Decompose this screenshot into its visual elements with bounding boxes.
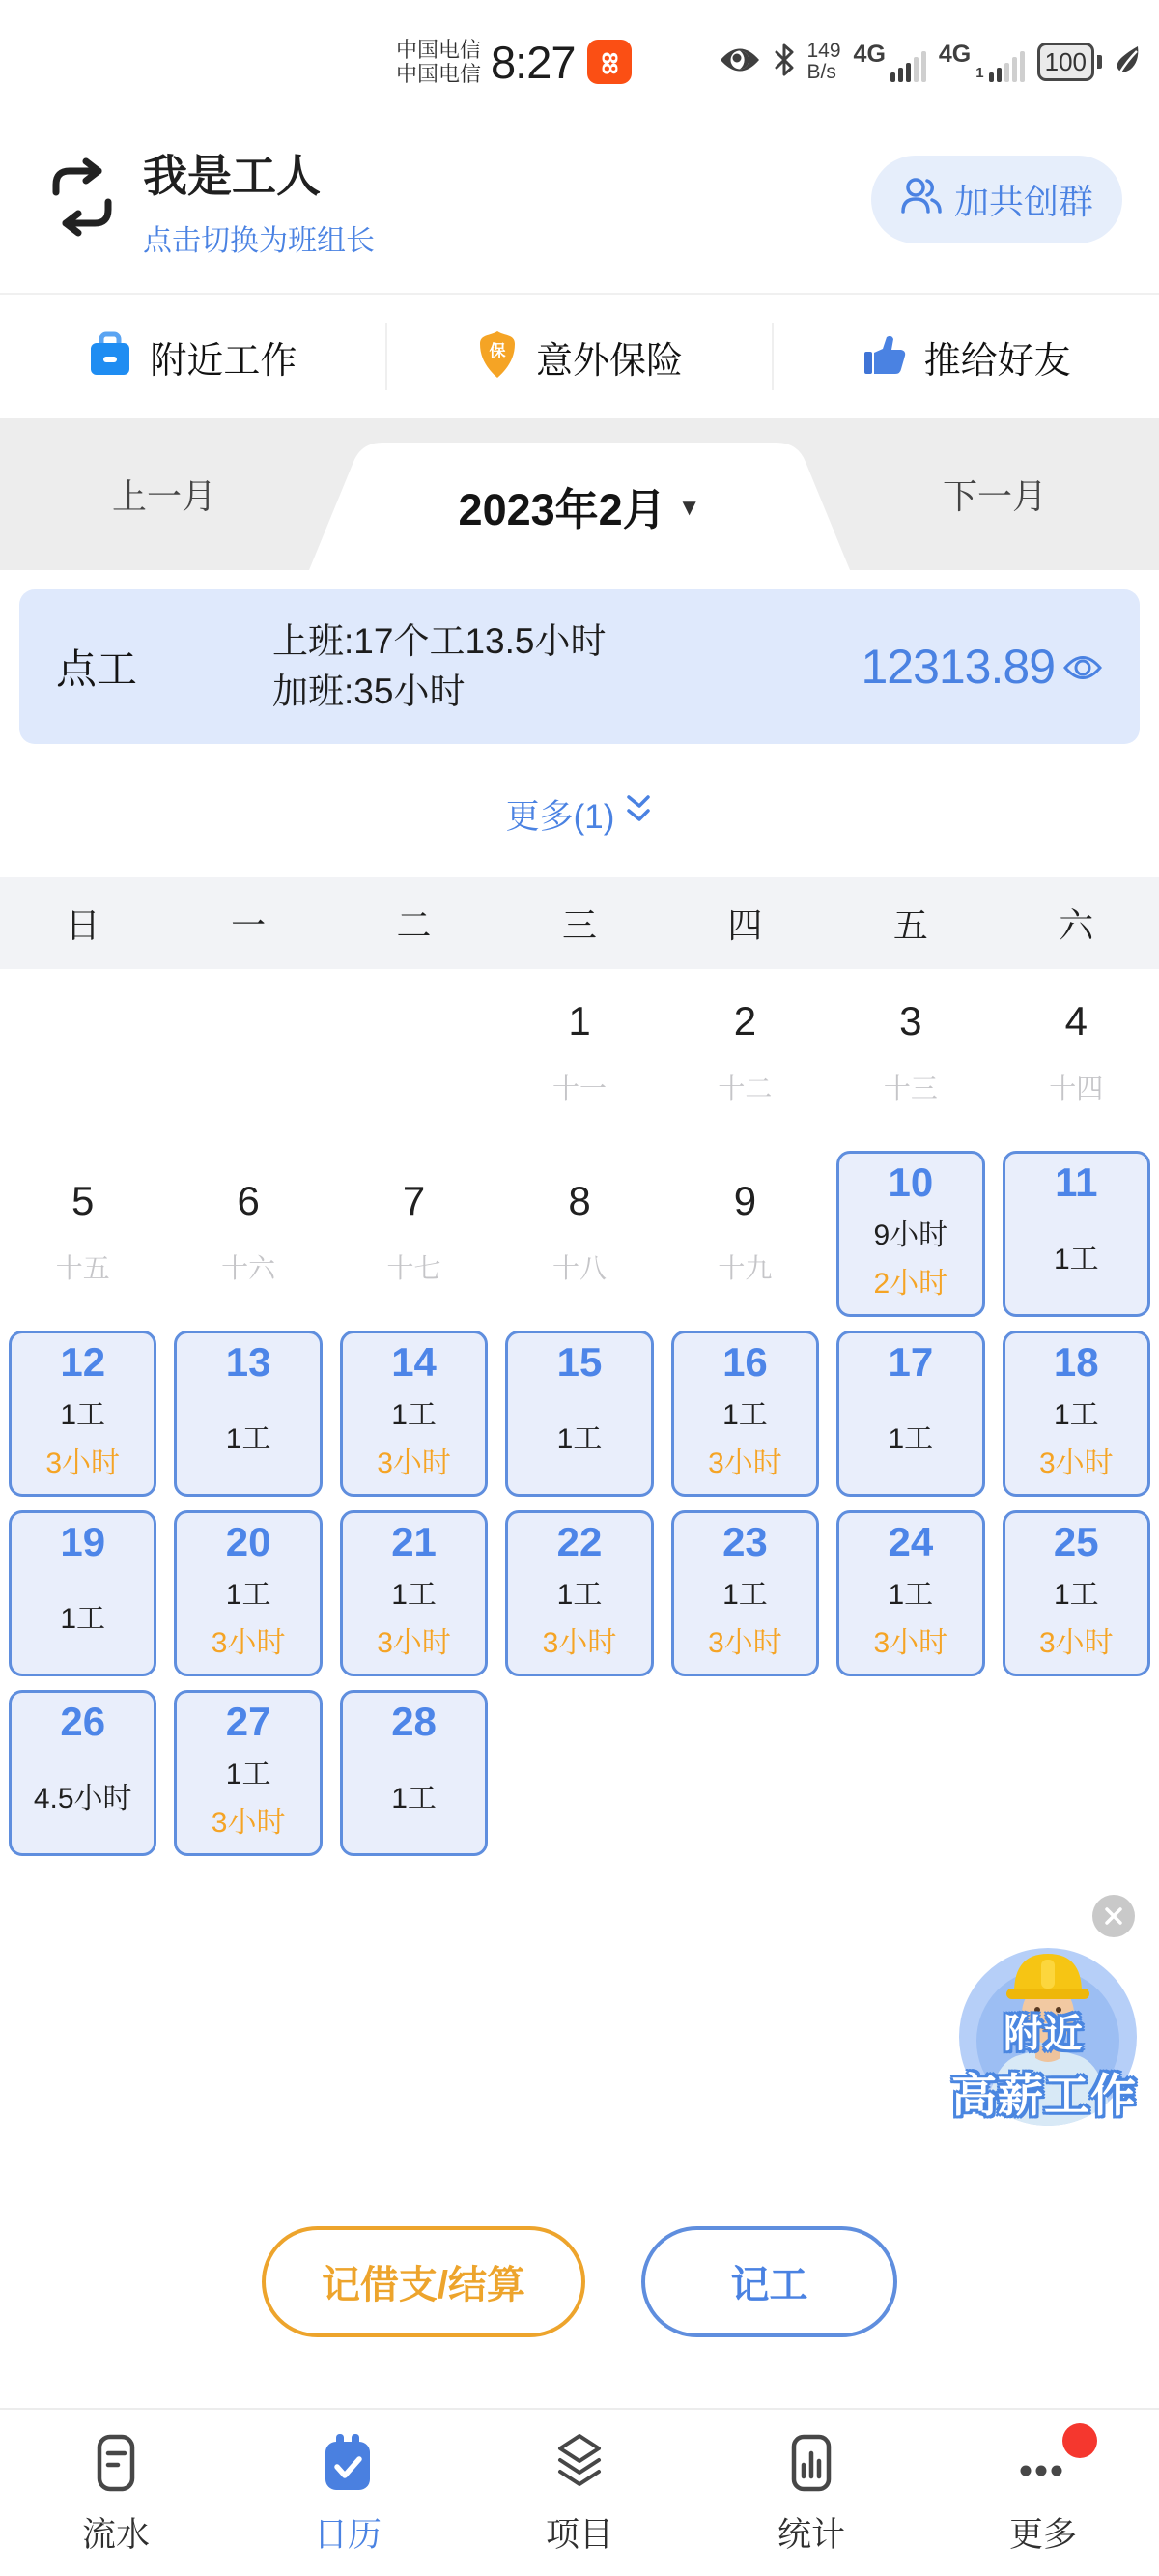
lunar-date: 十八	[551, 1253, 607, 1283]
signal-sim2: 4G 1	[939, 43, 1025, 82]
recommend-friends-label: 推给好友	[923, 340, 1071, 382]
quick-actions-row	[0, 295, 1159, 418]
overtime-record: 3小时	[45, 1446, 121, 1479]
weekday-sat: 六	[1059, 905, 1094, 945]
work-record: 1工	[1053, 1579, 1099, 1612]
ad-zone	[0, 1868, 1159, 2226]
day-number: 3	[899, 998, 922, 1044]
calendar-day-5[interactable]	[0, 1149, 165, 1329]
day-number: 1	[568, 998, 591, 1044]
power-saving-leaf-icon	[1115, 44, 1142, 80]
day-number: 26	[60, 1699, 106, 1744]
calendar-day-6[interactable]	[165, 1149, 330, 1329]
day-number: 24	[888, 1519, 934, 1564]
nearby-jobs-button[interactable]	[0, 323, 385, 390]
nearby-jobs-ad[interactable]	[951, 1882, 1145, 2191]
calendar-day-3[interactable]	[828, 969, 993, 1149]
battery-indicator: 100	[1037, 43, 1102, 81]
accident-insurance-button[interactable]	[385, 323, 773, 390]
work-record: 1工	[391, 1579, 437, 1612]
lunar-date: 十二	[718, 1073, 773, 1103]
more-dots-icon	[1012, 2431, 1074, 2495]
day-number: 9	[733, 1178, 757, 1223]
insurance-shield-icon	[476, 330, 519, 384]
current-month-tab[interactable]	[309, 441, 850, 570]
bluetooth-icon	[774, 43, 795, 81]
day-number: 13	[225, 1339, 271, 1385]
overtime-record: 3小时	[873, 1626, 948, 1659]
calendar-day-2[interactable]	[663, 969, 828, 1149]
day-number: 28	[391, 1699, 437, 1744]
work-record: 9小时	[873, 1219, 948, 1252]
tab-ledger[interactable]: 流水	[0, 2410, 232, 2576]
day-number: 27	[225, 1699, 271, 1744]
briefcase-icon	[88, 331, 132, 383]
carrier-labels: 中国电信 中国电信	[396, 38, 482, 86]
lunar-date: 十一	[551, 1073, 607, 1103]
calendar-day-1[interactable]	[496, 969, 662, 1149]
weekday-header-row	[0, 877, 1159, 969]
status-bar	[0, 0, 1159, 106]
calendar-day-23[interactable]	[671, 1510, 819, 1676]
next-month-button[interactable]: 下一月	[942, 476, 1047, 516]
work-record: 1工	[888, 1423, 934, 1455]
calendar-day-26[interactable]	[9, 1690, 156, 1856]
svg-text:保: 保	[489, 341, 506, 360]
stats-bar-chart-icon	[780, 2431, 842, 2495]
kuaishou-app-icon: 88	[587, 40, 632, 84]
network-speed: 149 B/s	[806, 40, 841, 83]
wage-type-label: 点工	[56, 646, 138, 692]
switch-role-hint[interactable]: 点击切换为班组长	[143, 224, 375, 257]
work-record: 1工	[722, 1579, 768, 1612]
amount-value: 12313.89	[861, 640, 1055, 694]
month-dropdown-icon: ▼	[677, 495, 701, 521]
weekday-mon: 一	[231, 905, 267, 945]
day-number: 20	[225, 1519, 271, 1564]
calendar-day-9[interactable]	[663, 1149, 828, 1329]
thumbs-up-icon	[862, 332, 907, 382]
ledger-icon	[85, 2431, 147, 2495]
work-record: 1工	[391, 1783, 437, 1815]
calendar-day-8[interactable]	[496, 1149, 662, 1329]
notification-badge	[1062, 2423, 1097, 2458]
eye-comfort-icon	[719, 43, 761, 81]
calendar-day-18[interactable]	[1003, 1331, 1150, 1497]
day-number: 15	[556, 1339, 603, 1385]
day-number: 5	[71, 1178, 95, 1223]
lunar-date: 十六	[221, 1253, 276, 1283]
month-selector-bar	[0, 418, 1159, 570]
work-record: 1工	[1053, 1399, 1099, 1432]
day-number: 19	[60, 1519, 106, 1564]
day-number: 6	[237, 1178, 260, 1223]
work-record: 1工	[722, 1399, 768, 1432]
tab-projects[interactable]: 项目	[464, 2410, 695, 2576]
prev-month-button[interactable]: 上一月	[111, 476, 216, 516]
weekday-fri: 五	[892, 905, 928, 945]
overtime-record: 3小时	[708, 1446, 782, 1479]
calendar-day-24[interactable]	[836, 1510, 984, 1676]
weekday-wed: 三	[561, 905, 597, 945]
weekday-sun: 日	[65, 905, 100, 945]
lunar-date: 十三	[883, 1073, 938, 1103]
page-header	[0, 106, 1159, 295]
calendar-day-11[interactable]	[1003, 1151, 1150, 1317]
tab-calendar[interactable]: 日历	[232, 2410, 464, 2576]
calendar-day-27[interactable]	[174, 1690, 322, 1856]
overtime-record: 2小时	[873, 1267, 948, 1300]
calendar-day-13[interactable]	[174, 1331, 322, 1497]
overtime-record: 3小时	[211, 1626, 286, 1659]
day-number: 22	[556, 1519, 603, 1564]
work-record: 1工	[60, 1603, 106, 1635]
tab-stats[interactable]: 统计	[695, 2410, 927, 2576]
day-number: 12	[60, 1339, 106, 1385]
day-number: 25	[1053, 1519, 1099, 1564]
nearby-jobs-label: 附近工作	[150, 340, 297, 382]
day-number: 4	[1064, 998, 1088, 1044]
work-record: 4.5小时	[33, 1783, 132, 1815]
lunar-date: 十四	[1049, 1073, 1104, 1103]
work-record: 1工	[556, 1423, 603, 1455]
calendar-day-10[interactable]	[836, 1151, 984, 1317]
calendar-day-15[interactable]	[505, 1331, 653, 1497]
ad-caption: 附近 高薪工作	[951, 2013, 1137, 2121]
calendar-grid	[0, 969, 1159, 1868]
group-people-icon	[900, 176, 943, 223]
work-record: 1工	[225, 1759, 271, 1791]
more-expand-link[interactable]	[0, 790, 1159, 839]
overtime-record: 3小时	[211, 1806, 286, 1839]
day-number: 7	[402, 1178, 426, 1223]
calendar-day-17[interactable]	[836, 1331, 984, 1497]
overtime-record: 3小时	[377, 1626, 451, 1659]
record-work-button[interactable]: 记工	[641, 2226, 897, 2337]
double-chevron-down-icon	[624, 794, 653, 836]
day-number: 23	[722, 1519, 768, 1564]
overtime-record: 3小时	[542, 1626, 617, 1659]
calendar-day-21[interactable]	[340, 1510, 488, 1676]
day-number: 21	[391, 1519, 437, 1564]
calendar-day-20[interactable]	[174, 1510, 322, 1676]
overtime-record: 3小时	[1038, 1446, 1114, 1479]
work-record: 1工	[1053, 1244, 1099, 1275]
ad-close-button[interactable]	[1092, 1895, 1135, 1937]
calendar-day-12[interactable]	[9, 1331, 156, 1497]
calendar-day-16[interactable]	[671, 1331, 819, 1497]
join-group-label: 加共创群	[953, 182, 1093, 221]
calendar-day-28[interactable]	[340, 1690, 488, 1856]
recommend-friends-button[interactable]	[772, 323, 1159, 390]
work-record: 1工	[225, 1423, 271, 1455]
work-record: 1工	[888, 1579, 934, 1612]
day-number: 18	[1053, 1339, 1099, 1385]
calendar-day-14[interactable]	[340, 1331, 488, 1497]
day-number: 2	[733, 998, 757, 1044]
day-number: 8	[568, 1178, 591, 1223]
weekday-tue: 二	[396, 905, 432, 945]
accident-insurance-label: 意外保险	[536, 340, 684, 382]
work-record: 1工	[60, 1399, 106, 1432]
calendar-day-4[interactable]	[994, 969, 1159, 1149]
lunar-date: 十七	[386, 1253, 441, 1283]
calendar-day-19[interactable]	[9, 1510, 156, 1676]
day-number: 17	[888, 1339, 934, 1385]
work-summary-text: 上班:17个工13.5小时 加班:35小时	[272, 621, 607, 711]
calendar-day-25[interactable]	[1003, 1510, 1150, 1676]
lunar-date: 十五	[55, 1253, 110, 1283]
overtime-record: 3小时	[377, 1446, 451, 1479]
work-record: 1工	[225, 1579, 271, 1612]
overtime-record: 3小时	[708, 1626, 782, 1659]
day-number: 10	[888, 1159, 934, 1205]
work-record: 1工	[391, 1399, 437, 1432]
footer-actions	[0, 2226, 1159, 2337]
more-expand-label: 更多(1)	[505, 798, 615, 836]
bottom-tab-bar	[0, 2408, 1159, 2576]
day-number: 16	[722, 1339, 768, 1385]
signal-sim1: 4G	[854, 43, 926, 82]
weekday-thu: 四	[727, 905, 763, 945]
overtime-record: 3小时	[1038, 1626, 1114, 1659]
record-loan-settlement-button[interactable]: 记借支/结算	[262, 2226, 585, 2337]
calendar-icon	[317, 2431, 379, 2495]
join-group-button[interactable]	[871, 156, 1122, 243]
work-record: 1工	[556, 1579, 603, 1612]
role-title[interactable]: 我是工人	[143, 150, 321, 201]
switch-role-icon[interactable]	[46, 157, 118, 242]
day-number: 11	[1055, 1159, 1098, 1205]
clock: 8:27	[491, 36, 576, 88]
daily-wage-summary-card[interactable]	[19, 589, 1140, 744]
tab-more[interactable]: 更多	[927, 2410, 1159, 2576]
projects-layers-icon	[549, 2431, 610, 2495]
calendar-day-7[interactable]	[331, 1149, 496, 1329]
calendar-day-22[interactable]	[505, 1510, 653, 1676]
eye-toggle-icon[interactable]	[1062, 639, 1103, 695]
current-month-label: 2023年2月	[458, 484, 666, 534]
lunar-date: 十九	[718, 1253, 773, 1283]
day-number: 14	[391, 1339, 437, 1385]
